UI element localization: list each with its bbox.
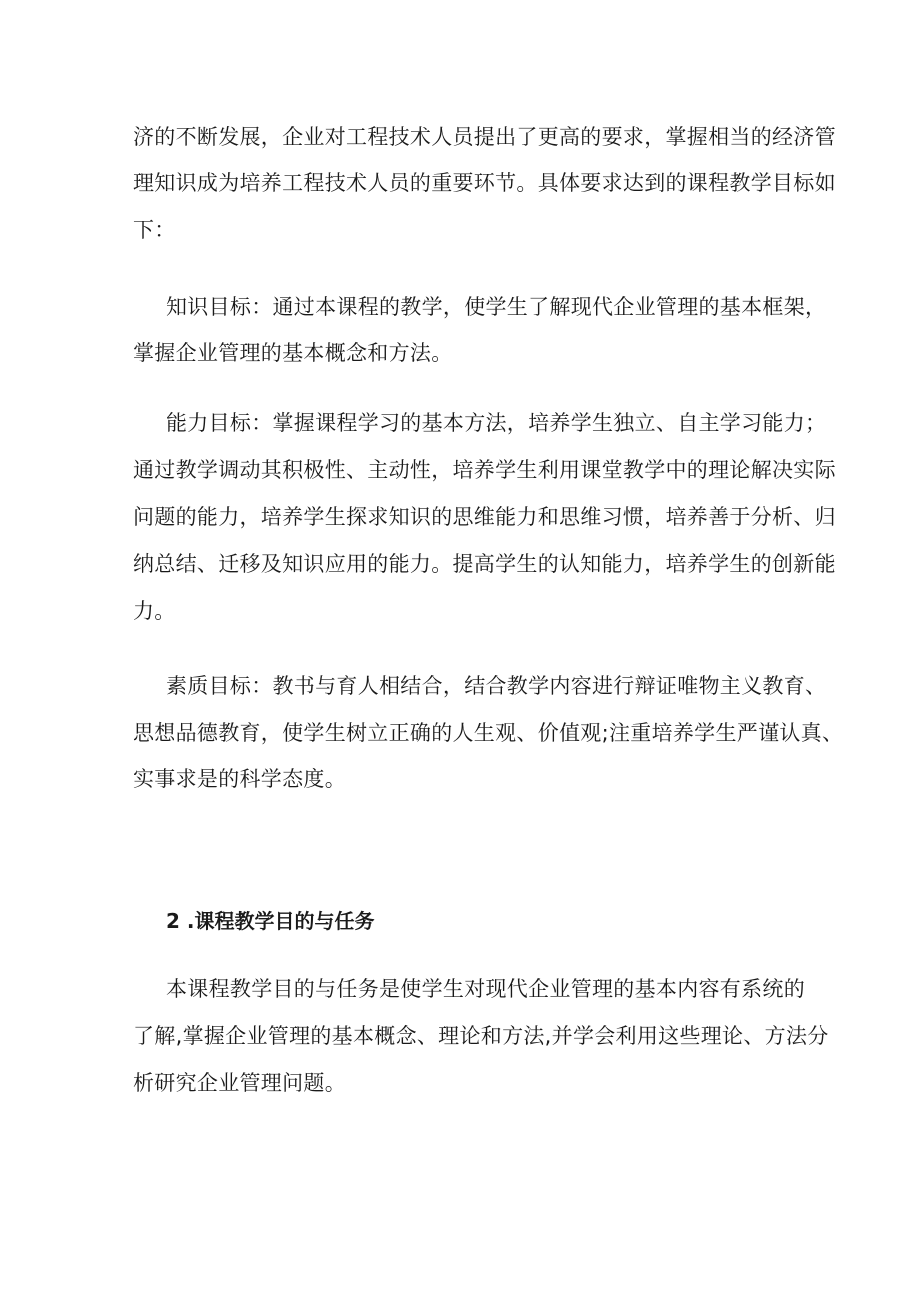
- quality-goal-line-1: 素质目标：教书与育人相结合，结合教学内容进行辩证唯物主义教育、: [166, 674, 827, 698]
- purpose-line-2: 了解,掌握企业管理的基本概念、理论和方法,并学会利用这些理论、方法分: [133, 1024, 829, 1048]
- quality-goal-line-2: 思想品德教育，使学生树立正确的人生观、价值观;注重培养学生严谨认真、: [133, 721, 844, 745]
- purpose-line-1: 本课程教学目的与任务是使学生对现代企业管理的基本内容有系统的: [166, 977, 805, 1001]
- ability-goal-line-3: 问题的能力，培养学生探求知识的思维能力和思维习惯，培养善于分析、归: [133, 505, 836, 529]
- section-heading: 2 .课程教学目的与任务: [166, 909, 375, 933]
- ability-goal-line-2: 通过教学调动其积极性、主动性，培养学生利用课堂教学中的理论解决实际: [133, 458, 836, 482]
- intro-line-2: 理知识成为培养工程技术人员的重要环节。具体要求达到的课程教学目标如: [133, 171, 836, 195]
- ability-goal-line-5: 力。: [133, 599, 176, 623]
- ability-goal-line-1: 能力目标：掌握课程学习的基本方法，培养学生独立、自主学习能力；: [166, 411, 827, 435]
- quality-goal-line-3: 实事求是的科学态度。: [133, 767, 346, 791]
- intro-line-3: 下：: [133, 218, 176, 242]
- knowledge-goal-line-1: 知识目标：通过本课程的教学，使学生了解现代企业管理的基本框架，: [166, 295, 827, 319]
- ability-goal-line-4: 纳总结、迁移及知识应用的能力。提高学生的认知能力，培养学生的创新能: [133, 552, 836, 576]
- knowledge-goal-line-2: 掌握企业管理的基本概念和方法。: [133, 341, 453, 365]
- intro-line-1: 济的不断发展，企业对工程技术人员提出了更高的要求，掌握相当的经济管: [133, 125, 836, 149]
- purpose-line-3: 析研究企业管理问题。: [133, 1071, 346, 1095]
